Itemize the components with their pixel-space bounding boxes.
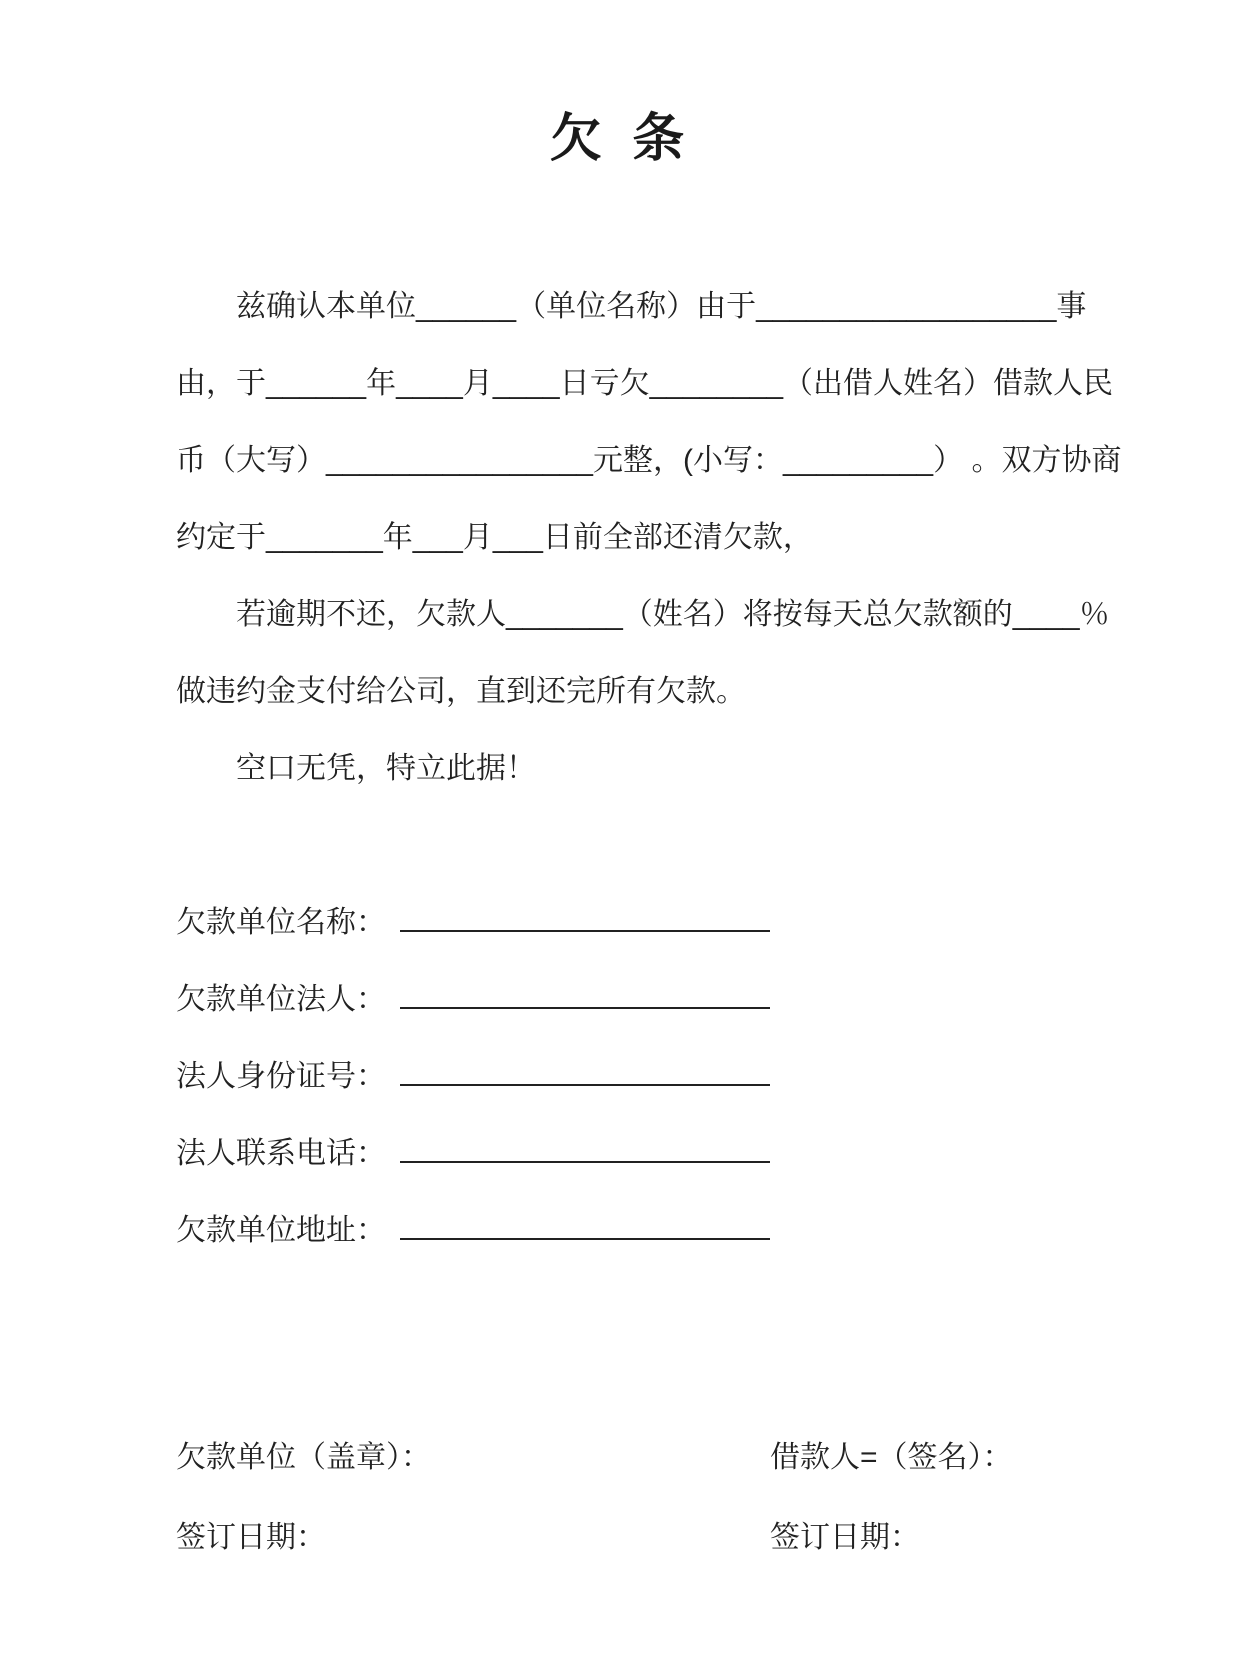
field-list: [176, 884, 1066, 1269]
body-line: 由，于______年____月____日亏欠________（出借人姓名）借款人民: [176, 367, 1114, 400]
field-label: 欠款单位名称：: [176, 906, 386, 939]
field-label: 法人联系电话：: [176, 1137, 386, 1170]
signature-section: [176, 1418, 1066, 1578]
field-row-legal-person: [176, 961, 1066, 1038]
field-label: 法人身份证号：: [176, 1060, 386, 1093]
document-body: [176, 268, 1122, 807]
field-label: 欠款单位地址：: [176, 1214, 386, 1247]
field-row-company-name: [176, 884, 1066, 961]
borrower-sign-label: 借款人=（签名）：: [770, 1441, 1013, 1474]
borrower-sign-date-label: 签订日期：: [770, 1521, 920, 1554]
body-line: 空口无凭，特立此据！: [236, 752, 536, 785]
blank-line: [400, 1131, 770, 1163]
body-line: 约定于_______年___月___日前全部还清欠款，: [176, 521, 813, 554]
blank-line: [400, 900, 770, 932]
blank-line: [400, 977, 770, 1009]
debtor-signature-column: [176, 1418, 770, 1578]
body-line: 若逾期不还，欠款人_______（姓名）将按每天总欠款额的____％: [236, 598, 1110, 631]
borrower-signature-column: [770, 1418, 1066, 1578]
body-line: 做违约金支付给公司，直到还完所有欠款。: [176, 675, 746, 708]
debtor-seal-label: 欠款单位（盖章）：: [176, 1441, 431, 1474]
field-row-id-number: [176, 1038, 1066, 1115]
field-row-phone: [176, 1115, 1066, 1192]
field-label: 欠款单位法人：: [176, 983, 386, 1016]
debtor-sign-date-label: 签订日期：: [176, 1521, 326, 1554]
blank-line: [400, 1054, 770, 1086]
body-line: 兹确认本单位______（单位名称）由于__________________事: [236, 290, 1087, 323]
field-row-address: [176, 1192, 1066, 1269]
page-title: 欠 条: [549, 110, 693, 168]
blank-line: [400, 1208, 770, 1240]
body-line: 币（大写）________________元整，(小写：_________） 。双方协商: [176, 444, 1122, 477]
